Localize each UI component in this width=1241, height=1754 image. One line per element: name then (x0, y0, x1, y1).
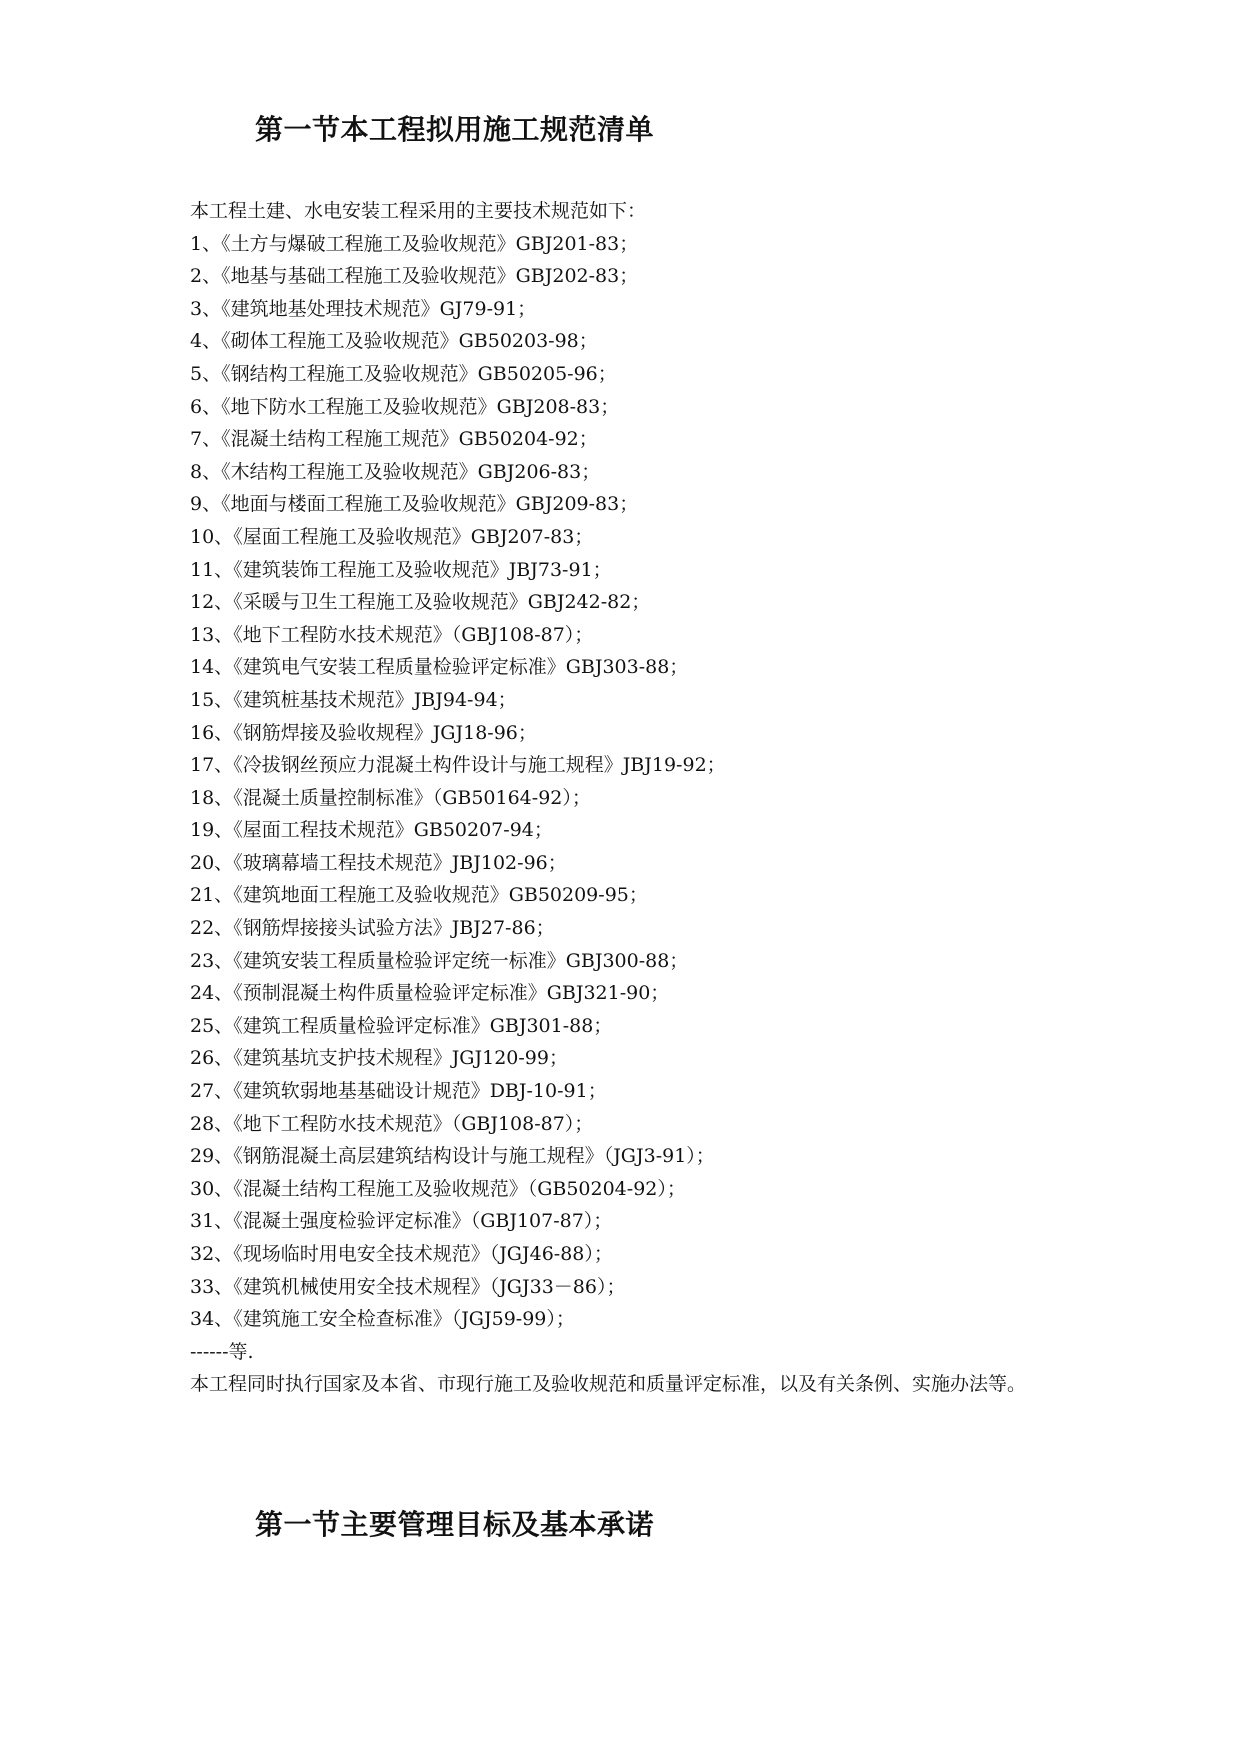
reference-text: 《钢筋混凝土高层建筑结构设计与施工规程》（JGJ3-91）； (233, 1145, 715, 1168)
reference-number: 11、 (190, 558, 234, 581)
reference-item (190, 1303, 1070, 1336)
reference-text: 《混凝土结构工程施工规范》GB50204-92； (221, 428, 598, 451)
reference-number: 18、 (190, 786, 234, 809)
reference-text: 《建筑桩基技术规范》JBJ94-94； (233, 688, 517, 711)
reference-text: 《地基与基础工程施工及验收规范》GBJ202-83； (221, 265, 639, 288)
reference-text: 《建筑电气安装工程质量检验评定标准》GBJ303-88； (233, 656, 689, 679)
reference-text: 《钢结构工程施工及验收规范》GB50205-96； (221, 362, 617, 385)
reference-number: 31、 (190, 1210, 234, 1233)
reference-item (190, 260, 1070, 293)
reference-number: 9、 (190, 493, 222, 516)
reference-text: 《建筑安装工程质量检验评定统一标准》GBJ300-88； (233, 949, 689, 972)
reference-item (190, 554, 1070, 587)
reference-item (190, 782, 1070, 815)
reference-text: 《钢筋焊接及验收规程》JGJ18-96； (233, 721, 537, 744)
reference-text: 《玻璃幕墙工程技术规范》JBJ102-96； (233, 851, 567, 874)
reference-text: 《现场临时用电安全技术规范》（JGJ46-88）； (233, 1243, 613, 1265)
reference-number: 15、 (190, 688, 234, 711)
reference-item (190, 814, 1070, 847)
reference-item (190, 1271, 1070, 1304)
reference-text: 《屋面工程施工及验收规范》GBJ207-83； (233, 525, 594, 548)
reference-number: 34、 (190, 1308, 234, 1331)
reference-text: 《建筑工程质量检验评定标准》GBJ301-88； (233, 1014, 613, 1037)
reference-text: 《建筑软弱地基基础设计规范》DBJ-10-91； (233, 1080, 607, 1103)
reference-text: 《建筑施工安全检查标准》（JGJ59-99）； (233, 1308, 575, 1331)
reference-text: 《土方与爆破工程施工及验收规范》GBJ201-83； (221, 232, 639, 255)
reference-text: 《地面与楼面工程施工及验收规范》GBJ209-83； (221, 493, 639, 516)
reference-text: 《混凝土质量控制标准》（GB50164-92）； (233, 786, 591, 809)
reference-number: 28、 (190, 1112, 234, 1135)
reference-text: 《砌体工程施工及验收规范》GB50203-98； (221, 330, 598, 353)
reference-text: 《混凝土强度检验评定标准》（GBJ107-87）； (233, 1210, 613, 1233)
reference-item (190, 586, 1070, 619)
reference-text: 《地下工程防水技术规范》（GBJ108-87）； (233, 1112, 594, 1135)
reference-item (190, 423, 1070, 456)
reference-item (190, 619, 1070, 652)
reference-number: 3、 (190, 297, 222, 320)
reference-number: 22、 (190, 917, 234, 940)
reference-item (190, 879, 1070, 912)
reference-item (190, 228, 1070, 261)
reference-item (190, 1238, 1070, 1271)
reference-text: 《木结构工程施工及验收规范》GBJ206-83； (221, 460, 601, 483)
reference-number: 2、 (190, 265, 222, 288)
reference-item (190, 945, 1070, 978)
reference-item (190, 1042, 1070, 1075)
reference-text: 《钢筋焊接接头试验方法》JBJ27-86； (233, 917, 555, 940)
reference-text: 《建筑基坑支护技术规程》JGJ120-99； (233, 1047, 568, 1070)
section-heading-specifications: 第一节本工程拟用施工规范清单 (255, 113, 655, 146)
reference-item (190, 391, 1070, 424)
reference-number: 19、 (190, 819, 234, 842)
reference-number: 30、 (190, 1177, 234, 1200)
reference-number: 12、 (190, 591, 234, 614)
reference-text: 《地下防水工程施工及验收规范》GBJ208-83； (221, 395, 620, 418)
closing-paragraph: 本工程同时执行国家及本省、市现行施工及验收规范和质量评定标准，以及有关条例、实施办法等。 (190, 1373, 1027, 1396)
reference-item (190, 325, 1070, 358)
reference-item (190, 1108, 1070, 1141)
reference-item (190, 847, 1070, 880)
reference-item (190, 717, 1070, 750)
reference-text: 《建筑机械使用安全技术规程》（JGJ33－86）； (233, 1275, 626, 1298)
reference-number: 23、 (190, 949, 234, 972)
reference-text: 《建筑地基处理技术规范》GJ79-91； (221, 297, 537, 320)
reference-number: 10、 (190, 525, 234, 548)
reference-number: 27、 (190, 1080, 234, 1103)
reference-list (190, 228, 1070, 1336)
reference-item (190, 456, 1070, 489)
reference-number: 8、 (190, 460, 222, 483)
reference-number: 29、 (190, 1145, 234, 1168)
section-heading-management-goals: 第一节主要管理目标及基本承诺 (255, 1508, 655, 1541)
reference-text: 《预制混凝土构件质量检验评定标准》GBJ321-90； (233, 982, 670, 1005)
reference-number: 24、 (190, 982, 234, 1005)
reference-text: 《混凝土结构工程施工及验收规范》（GB50204-92）； (233, 1177, 686, 1200)
reference-number: 14、 (190, 656, 234, 679)
reference-number: 21、 (190, 884, 234, 907)
reference-item (190, 1205, 1070, 1238)
reference-text: 《建筑装饰工程施工及验收规范》JBJ73-91； (233, 558, 612, 581)
specifications-body (190, 195, 1070, 1401)
reference-text: 《建筑地面工程施工及验收规范》GB50209-95； (233, 884, 648, 907)
reference-item (190, 1140, 1070, 1173)
reference-text: 《采暖与卫生工程施工及验收规范》GBJ242-82； (233, 591, 651, 614)
reference-number: 20、 (190, 851, 234, 874)
reference-number: 13、 (190, 623, 234, 646)
reference-number: 25、 (190, 1014, 234, 1037)
reference-number: 1、 (190, 232, 222, 255)
reference-item (190, 749, 1070, 782)
reference-number: 17、 (190, 754, 234, 777)
reference-item (190, 684, 1070, 717)
reference-text: 《冷拔钢丝预应力混凝土构件设计与施工规程》JBJ19-92； (233, 754, 726, 777)
reference-number: 7、 (190, 428, 222, 451)
reference-text: 《屋面工程技术规范》GB50207-94； (233, 819, 553, 842)
reference-number: 33、 (190, 1275, 234, 1298)
reference-item (190, 358, 1070, 391)
reference-item (190, 521, 1070, 554)
reference-item (190, 912, 1070, 945)
reference-item (190, 977, 1070, 1010)
reference-number: 4、 (190, 330, 222, 353)
list-ellipsis: ------等. (190, 1340, 254, 1363)
reference-item (190, 1075, 1070, 1108)
reference-number: 16、 (190, 721, 234, 744)
reference-item (190, 1173, 1070, 1206)
reference-item (190, 488, 1070, 521)
reference-number: 5、 (190, 362, 222, 385)
reference-item (190, 651, 1070, 684)
reference-item (190, 1010, 1070, 1043)
reference-number: 26、 (190, 1047, 234, 1070)
reference-text: 《地下工程防水技术规范》（GBJ108-87）； (233, 623, 594, 646)
reference-number: 32、 (190, 1243, 234, 1265)
intro-paragraph: 本工程土建、水电安装工程采用的主要技术规范如下： (190, 200, 647, 222)
reference-item (190, 293, 1070, 326)
reference-number: 6、 (190, 395, 222, 418)
